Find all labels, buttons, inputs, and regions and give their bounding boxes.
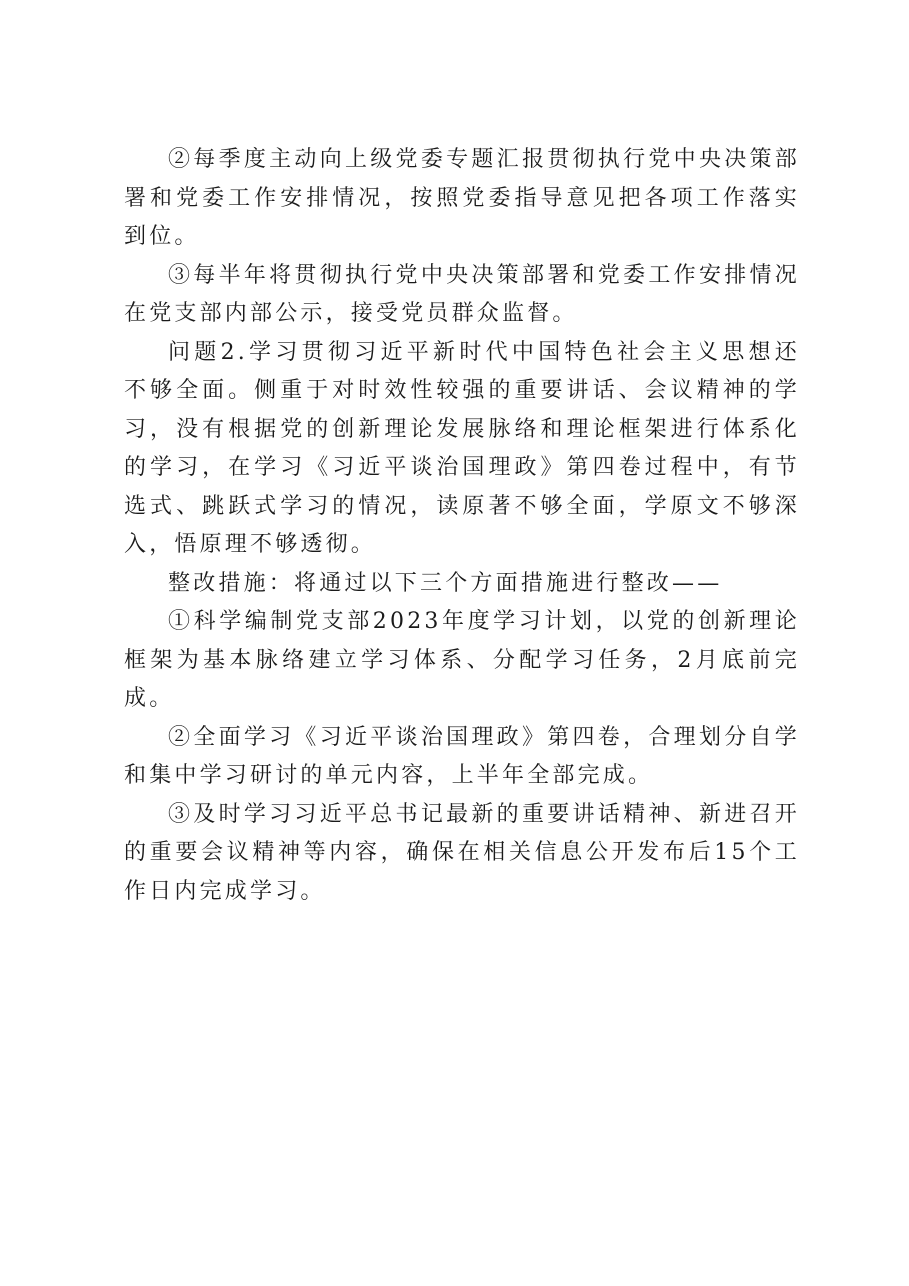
paragraph-measure-1-study-plan: ①科学编制党支部2023年度学习计划，以党的创新理论框架为基本脉络建立学习体系、分配学习任务，2月底前完成。: [124, 609, 800, 711]
paragraph-measure-2-study-volume: ②全面学习《习近平谈治国理政》第四卷，合理划分自学和集中学习研讨的单元内容，上半年全部完成。: [124, 724, 800, 788]
document-body: [124, 141, 800, 911]
paragraph-rectification-heading: 整改措施：将通过以下三个方面措施进行整改——: [168, 570, 723, 596]
paragraph-measure-3-timely-study: ③及时学习习近平总书记最新的重要讲话精神、新进召开的重要会议精神等内容，确保在相关信息公开发布后15个工作日内完成学习。: [124, 801, 800, 904]
paragraph-measure-2-report: ②每季度主动向上级党委专题汇报贯彻执行党中央决策部署和党委工作安排情况，按照党委指导意见把各项工作落实到位。: [124, 147, 800, 249]
paragraph-measure-3-publicity: ③每半年将贯彻执行党中央决策部署和党委工作安排情况在党支部内部公示，接受党员群众监督。: [124, 262, 800, 326]
paragraph-problem-2: 问题2.学习贯彻习近平新时代中国特色社会主义思想还不够全面。侧重于对时效性较强的重要讲话、会议精神的学习，没有根据党的创新理论发展脉络和理论框架进行体系化的学习，在学习《习近平谈治国理政》第四卷过程中，有节选式、跳跃式学习的情况，读原著不够全面，学原文不够深入，悟原理不够透彻。: [124, 339, 800, 557]
